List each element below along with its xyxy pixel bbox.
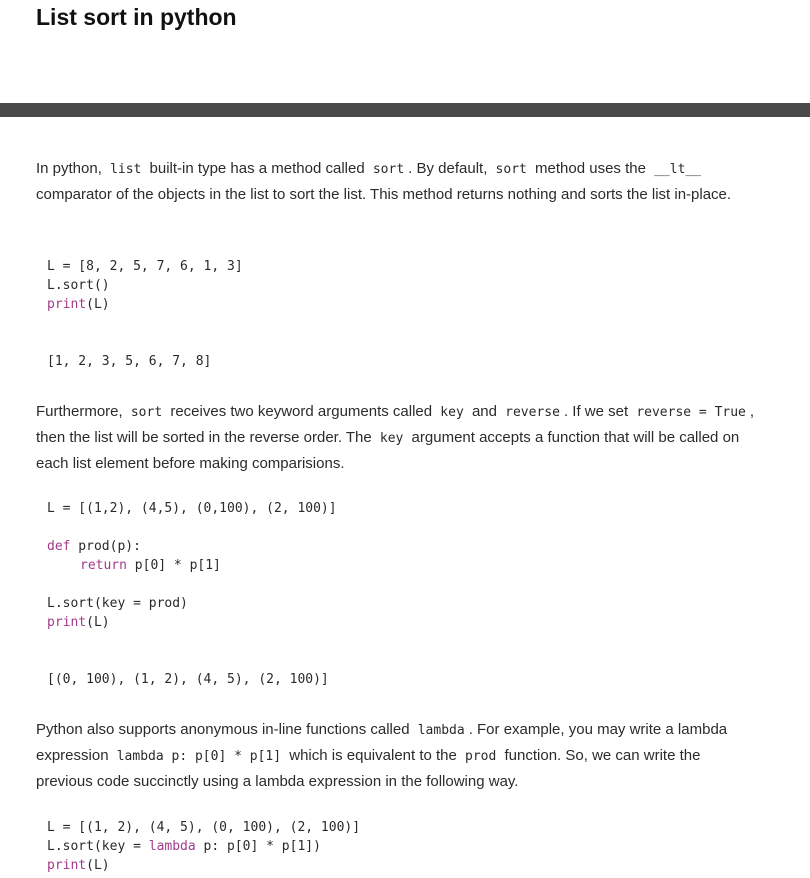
code-line: L.sort() [47, 278, 110, 293]
code-builtin: print [47, 615, 87, 630]
code-text: p: p[0] * p[1]) [195, 839, 321, 854]
output-block-1: [1, 2, 3, 5, 6, 7, 8] [47, 354, 212, 369]
text: which is equivalent to the [285, 747, 462, 764]
inline-code: prod [465, 749, 497, 764]
code-builtin: print [47, 297, 87, 312]
text: method uses the [530, 160, 651, 177]
inline-code: __lt__ [654, 162, 702, 177]
text: function. So, we can write the previous code succinctly using a lambda expression in the following way. [36, 747, 701, 790]
code-line [47, 837, 360, 856]
inline-code: reverse = True [636, 405, 746, 420]
code-line: L = [(1,2), (4,5), (0,100), (2, 100)] [47, 501, 337, 516]
inline-code: lambda p: p[0] * p[1] [116, 749, 282, 764]
text: Furthermore, [36, 403, 127, 420]
code-text: prod(p): [70, 539, 141, 554]
code-line [47, 613, 337, 632]
code-line [47, 295, 243, 314]
inline-code: sort [372, 162, 405, 177]
code-keyword: lambda [148, 839, 196, 854]
text: In python, [36, 160, 107, 177]
code-text: (L) [86, 297, 110, 312]
inline-code: key [379, 431, 404, 446]
code-block-1 [47, 257, 243, 314]
inline-code: reverse [505, 405, 560, 420]
inline-code: list [110, 162, 142, 177]
output-block-2: [(0, 100), (1, 2), (4, 5), (2, 100)] [47, 672, 329, 687]
code-text: (L) [86, 615, 110, 630]
paragraph-lambda [36, 717, 756, 794]
section-divider [0, 103, 810, 117]
paragraph-intro [36, 156, 756, 207]
code-line [47, 556, 337, 575]
code-line [47, 537, 337, 556]
code-keyword: def [47, 539, 71, 554]
text: . For example, you may write a lambda expression [36, 721, 728, 764]
text: built-in type has a method called [145, 160, 369, 177]
code-block-3 [47, 818, 360, 875]
inline-code: sort [495, 162, 527, 177]
text: . By default, [408, 160, 492, 177]
code-text: L.sort(key = [47, 839, 149, 854]
code-builtin: print [47, 858, 87, 873]
text: and [467, 403, 502, 420]
page-title: List sort in python [36, 4, 237, 30]
inline-code: lambda [417, 723, 465, 738]
code-text: (L) [86, 858, 110, 873]
text: Python also supports anonymous in-line functions called [36, 721, 414, 738]
code-keyword: return [80, 558, 127, 573]
text: receives two keyword arguments called [166, 403, 437, 420]
text: argument accepts a function that will be called on each list element before making comparisions. [36, 429, 740, 472]
text: comparator of the objects in the list to sort the list. This method returns nothing and sorts the list in-place. [36, 186, 732, 203]
blank-line [47, 518, 337, 537]
paragraph-sort-args [36, 399, 756, 476]
text: . If we set [563, 403, 633, 420]
text: , then the list will be sorted in the reverse order. The [36, 403, 755, 446]
blank-line [47, 575, 337, 594]
code-block-2 [47, 499, 337, 632]
code-line: L = [8, 2, 5, 7, 6, 1, 3] [47, 259, 243, 274]
code-text: p[0] * p[1] [126, 558, 221, 573]
inline-code: sort [130, 405, 163, 420]
code-line: L.sort(key = prod) [47, 596, 188, 611]
code-line: L = [(1, 2), (4, 5), (0, 100), (2, 100)] [47, 820, 361, 835]
inline-code: key [440, 405, 464, 420]
code-line [47, 856, 360, 875]
